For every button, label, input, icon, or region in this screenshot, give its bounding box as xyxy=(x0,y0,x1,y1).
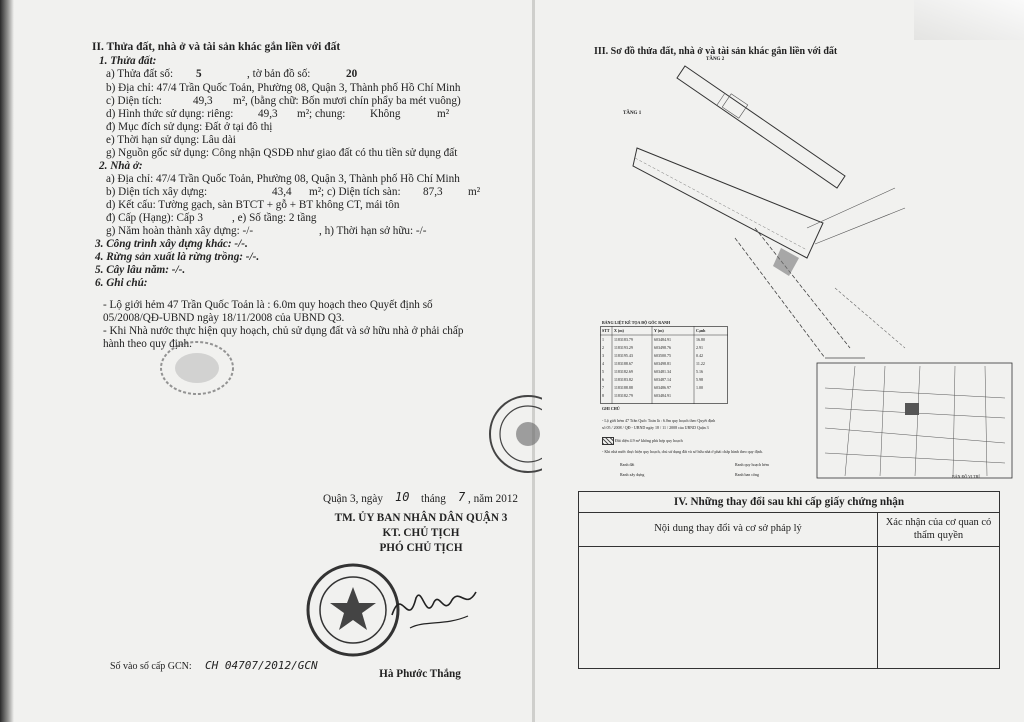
usage-purpose: đ) Mục đích sử dụng: Đất ở tại đô thị xyxy=(106,121,273,133)
house-address: a) Địa chỉ: 47/4 Trần Quốc Toản, Phường 08, Quận 3, Thành phố Hồ Chí Minh xyxy=(106,173,460,185)
section-2-title: II. Thửa đất, nhà ở và tài sản khác gắn liền với đất xyxy=(92,41,341,53)
build-area: 43,4 xyxy=(272,186,292,198)
coord-cell: 1183188.88 xyxy=(614,385,633,390)
coord-cell: 6 xyxy=(602,377,604,382)
coord-header: Cạnh xyxy=(696,328,706,333)
coord-cell: 603484.91 xyxy=(654,337,671,342)
legend-item-4: Ranh ban công xyxy=(735,472,759,477)
date-month: 7 xyxy=(458,490,466,504)
build-area-label: b) Diện tích xây dựng: xyxy=(106,186,208,198)
map-note-3: Đất diện 4.9 m² không phù hợp quy hoạch xyxy=(615,438,683,443)
coord-cell: 0.42 xyxy=(696,353,703,358)
coord-cell: 1183182.69 xyxy=(614,369,633,374)
floor-area-unit: m² xyxy=(468,186,481,198)
coord-cell: 1183195.43 xyxy=(614,353,633,358)
floor-2-label: TẦNG 2 xyxy=(706,57,725,62)
corner-fold xyxy=(914,0,1024,40)
coord-cell: 11.22 xyxy=(696,361,705,366)
header-divider xyxy=(579,546,999,547)
usage-origin: g) Nguồn gốc sử dụng: Công nhận QSDĐ như giao đất có thu tiền sử dụng đất xyxy=(106,147,458,159)
map-note-1: - Lộ giới hẻm 47 Trần Quốc Toản là : 6.0m quy hoạch theo Quyết định xyxy=(602,418,716,423)
land-area-value: 49,3 xyxy=(193,95,213,107)
locator-label: BẢN ĐỒ VỊ TRÍ xyxy=(952,474,980,479)
perennial-trees: 5. Cây lâu năm: -/-. xyxy=(95,264,186,276)
coord-cell: 603500.75 xyxy=(654,353,671,358)
changes-table xyxy=(578,491,1000,669)
notes-heading: 6. Ghi chú: xyxy=(95,277,148,289)
land-heading: 1. Thửa đất: xyxy=(99,55,157,67)
section-3-title: III. Sơ đồ thửa đất, nhà ở và tài sản khác gắn liền với đất xyxy=(594,46,838,57)
date-year: , năm 2012 xyxy=(468,493,519,505)
coord-cell: 1.00 xyxy=(696,385,703,390)
floor-1-label: TẦNG 1 xyxy=(623,111,642,116)
house-floors: , e) Số tầng: 2 tầng xyxy=(232,212,317,224)
col-authority-confirmation: Xác nhận của cơ quan có thẩm quyền xyxy=(885,517,992,541)
map-note-4: - Khi nhà nước thực hiện quy hoạch, chủ sử dụng đất và sở hữu nhà ở phải chấp hành theo quy định. xyxy=(602,449,763,454)
usage-common-label: m²; chung: xyxy=(297,108,346,120)
binding-shadow xyxy=(0,0,14,722)
coord-cell: 603486.97 xyxy=(654,385,671,390)
coord-header: X (m) xyxy=(614,328,624,333)
coord-cell: 3 xyxy=(602,353,604,358)
signer-name: Hà Phước Thắng xyxy=(379,668,461,680)
legend-item-3: Ranh xây dựng xyxy=(620,472,645,477)
floor-area: 87,3 xyxy=(423,186,443,198)
coord-cell: 1183182.79 xyxy=(614,393,633,398)
land-address: b) Địa chỉ: 47/4 Trần Quốc Toản, Phường 08, Quận 3, Thành phố Hồ Chí Minh xyxy=(106,82,461,94)
section-4-title: IV. Những thay đổi sau khi cấp giấy chứng nhận xyxy=(673,496,905,508)
floor-area-label: m²; c) Diện tích sàn: xyxy=(309,186,401,198)
land-area-words: m², (bằng chữ: Bốn mươi chín phẩy ba mét vuông) xyxy=(233,95,461,107)
official-seal-middle xyxy=(486,392,542,476)
hatch-swatch xyxy=(602,437,614,445)
planted-forest: 4. Rừng sản xuất là rừng trồng: -/-. xyxy=(95,251,260,263)
coord-cell: 2.91 xyxy=(696,345,703,350)
coord-cell: 603481.34 xyxy=(654,369,671,374)
legend-item-2: Ranh quy hoạch hẻm xyxy=(735,462,769,467)
usage-unit: m² xyxy=(437,108,450,120)
usage-term: e) Thời hạn sử dụng: Lâu dài xyxy=(106,134,236,146)
date-month-label: tháng xyxy=(421,493,446,505)
coord-header: Y (m) xyxy=(654,328,664,333)
coord-cell: 16.80 xyxy=(696,337,705,342)
official-seal xyxy=(303,560,403,660)
coord-cell: 1 xyxy=(602,337,604,342)
coord-cell: 1183183.79 xyxy=(614,337,633,342)
coord-cell: 5.16 xyxy=(696,369,703,374)
coord-cell: 8 xyxy=(602,393,604,398)
note-1-line-2: 05/2008/QĐ-UBND ngày 18/11/2008 của UBND Q3. xyxy=(103,312,345,324)
date-day: 10 xyxy=(395,490,410,504)
handwritten-signature xyxy=(390,580,480,640)
house-grade: đ) Cấp (Hạng): Cấp 3 xyxy=(106,212,203,224)
map-sheet-number: 20 xyxy=(346,68,358,80)
coord-cell: 603484.91 xyxy=(654,393,671,398)
house-structure: d) Kết cấu: Tường gạch, sàn BTCT + gỗ + BT không CT, mái tôn xyxy=(106,199,400,211)
coord-cell: 603487.14 xyxy=(654,377,671,382)
other-structures: 3. Công trình xây dựng khác: -/-. xyxy=(95,238,248,250)
usage-common: Không xyxy=(370,108,401,120)
coord-cell: 1183193.29 xyxy=(614,345,633,350)
land-number-label: a) Thửa đất số: xyxy=(106,68,174,80)
usage-form-label: d) Hình thức sử dụng: riêng: xyxy=(106,108,234,120)
map-note-label: GHI CHÚ xyxy=(602,406,620,411)
map-note-2: số 05 / 2008 / QĐ - UBND ngày 18 / 11 / 2008 của UBND Quận 3 xyxy=(602,425,709,430)
note-2-line-1: - Khi Nhà nước thực hiện quy hoạch, chủ sử dụng đất và sở hữu nhà ở phải chấp xyxy=(103,325,464,337)
land-area-label: c) Diện tích: xyxy=(106,95,162,107)
coord-cell: 4 xyxy=(602,361,604,366)
house-heading: 2. Nhà ở: xyxy=(99,160,143,172)
ownership-term: , h) Thời hạn sở hữu: -/- xyxy=(319,225,427,237)
coord-cell: 7 xyxy=(602,385,604,390)
map-sheet-label: , tờ bản đồ số: xyxy=(247,68,311,80)
gcn-number: CH 04707/2012/GCN xyxy=(205,659,318,672)
changes-title-row xyxy=(579,492,999,513)
signature-role-1: KT. CHỦ TỊCH xyxy=(382,527,460,539)
coord-cell: 1183188.67 xyxy=(614,361,633,366)
date-prefix: Quận 3, ngày xyxy=(323,493,383,505)
land-number: 5 xyxy=(196,68,202,80)
coord-header: STT xyxy=(602,328,610,333)
signature-org: TM. ỦY BAN NHÂN DÂN QUẬN 3 xyxy=(334,512,508,524)
page-fold xyxy=(532,0,535,722)
coord-table-title: BẢNG LIỆT KÊ TỌA ĐỘ GÓC RANH xyxy=(602,320,671,325)
land-diagram xyxy=(575,58,1015,488)
gcn-label: Số vào sổ cấp GCN: xyxy=(110,661,192,672)
usage-private: 49,3 xyxy=(258,108,278,120)
legend-item-1: Ranh đất xyxy=(620,462,635,467)
coord-cell: 2 xyxy=(602,345,604,350)
smudge-stamp xyxy=(155,332,240,402)
completion-year: g) Năm hoàn thành xây dựng: -/- xyxy=(106,225,254,237)
note-1-line-1: - Lộ giới hẻm 47 Trần Quốc Toản là : 6.0m quy hoạch theo Quyết định số xyxy=(103,299,433,311)
coord-cell: 5 xyxy=(602,369,604,374)
col-change-content: Nội dung thay đổi và cơ sở pháp lý xyxy=(654,523,802,534)
signature-role-2: PHÓ CHỦ TỊCH xyxy=(379,542,463,554)
note-2-line-2: hành theo quy định. xyxy=(103,338,192,350)
coord-cell: 5.98 xyxy=(696,377,703,382)
coord-cell: 603498.81 xyxy=(654,361,671,366)
coord-cell: 1183183.82 xyxy=(614,377,633,382)
coord-cell: 603498.76 xyxy=(654,345,671,350)
